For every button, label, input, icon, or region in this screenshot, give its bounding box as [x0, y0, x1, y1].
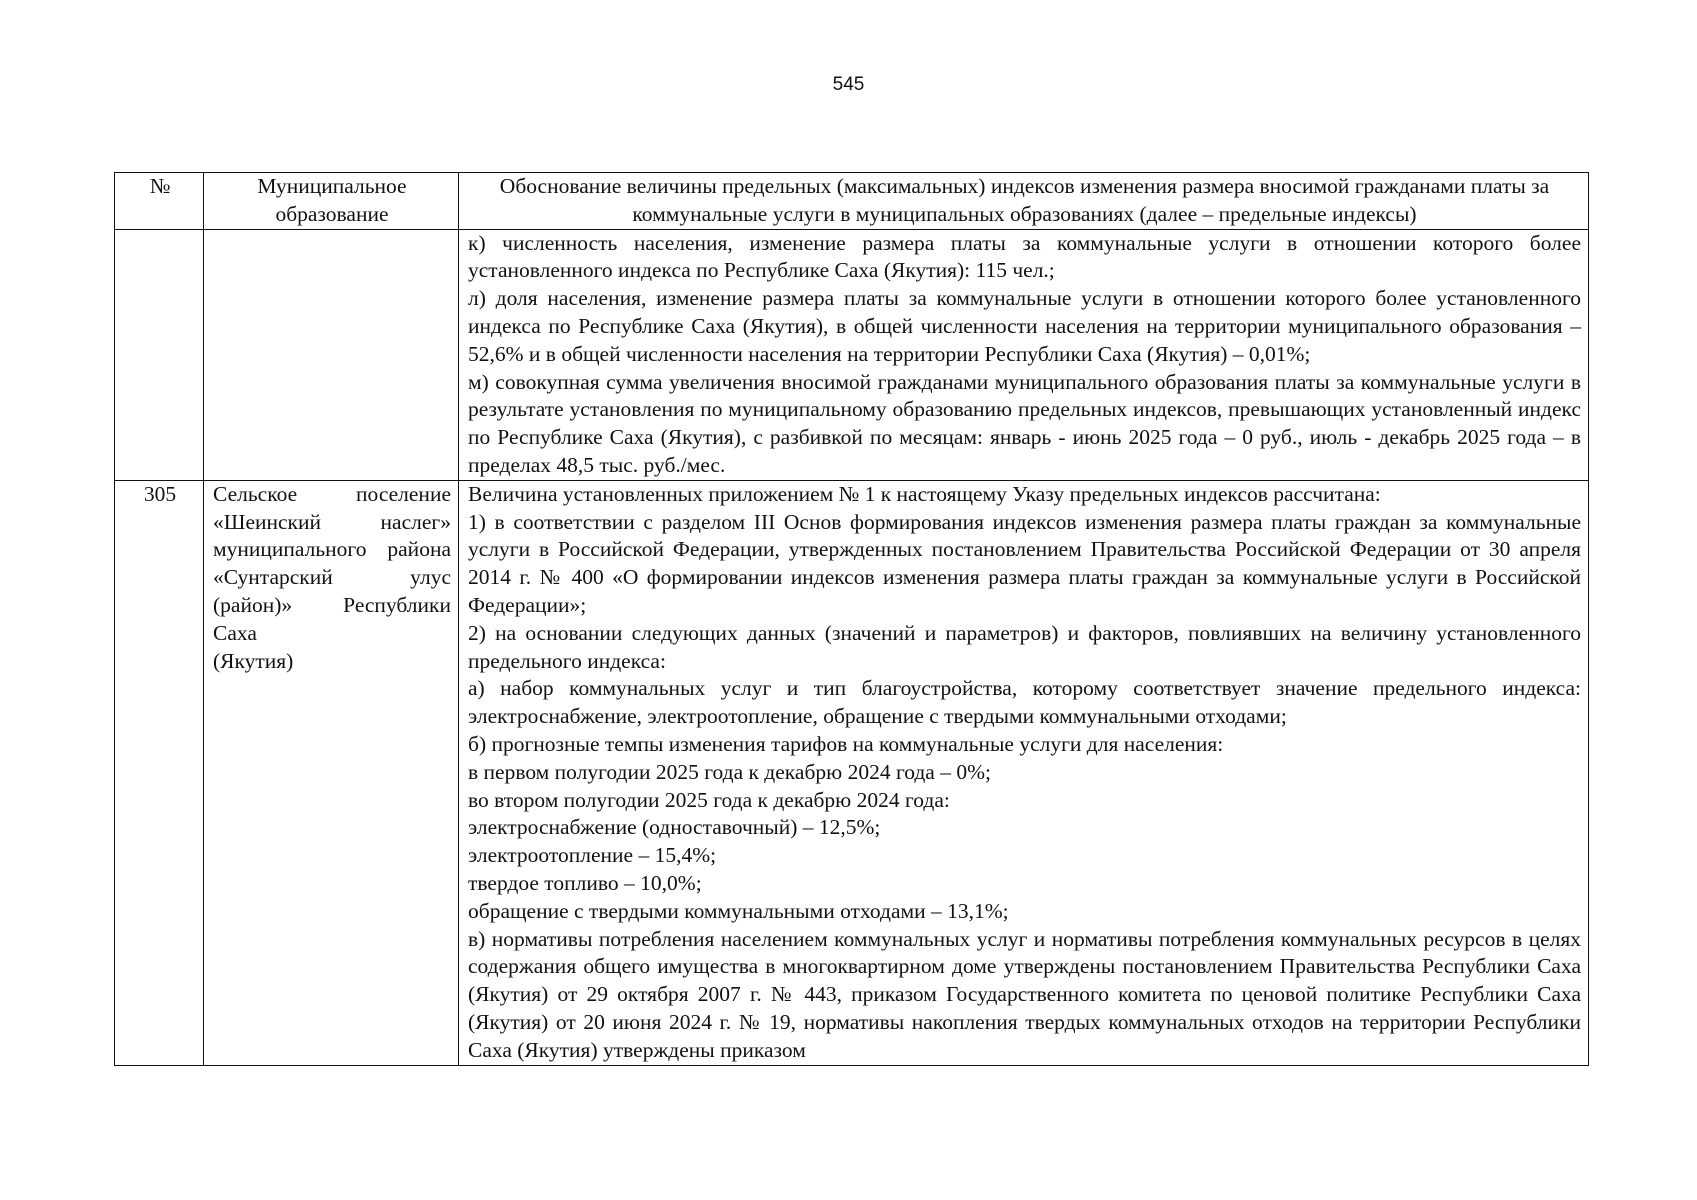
paragraph-b: б) прогнозные темпы изменения тарифов на коммунальные услуги для населения: [468, 731, 1224, 756]
paragraph-intro: Величина установленных приложением № 1 к настоящему Указу предельных индексов рассчитана: [468, 481, 1381, 506]
municipality-cell [204, 480, 459, 1065]
indices-table [114, 172, 1589, 1066]
paragraph-v: в) нормативы потребления населением коммунальных услуг и нормативы потребления коммунальных ресурсов в целях содержания общего имущества в многоквартирном доме утверждены постановлением Правительства Республики Саха (Якутия) от 29 октября 2007 г. № 443, приказом Государственного комитета по ценовой политике Республики Саха (Якутия) от 20 июня 2024 г. № 19, нормативы накопления твердых коммунальных отходов на территории Республики Саха (Якутия) утверждены приказом [468, 926, 1581, 1062]
table-row-continuation [115, 229, 1589, 480]
paragraph-a: а) набор коммунальных услуг и тип благоустройства, которому соответствует значение предельного индекса: электроснабжение, электроотопление, обращение с твердыми коммунальными отходами; [468, 676, 1581, 729]
paragraph-waste: обращение с твердыми коммунальными отходами – 13,1%; [468, 898, 1009, 923]
paragraph-electricity: электроснабжение (одноставочный) – 12,5%; [468, 815, 881, 840]
header-municipality: Муниципальное образование [204, 173, 459, 230]
table-row-305 [115, 480, 1589, 1065]
page-number: 545 [832, 74, 865, 95]
justification-cell [459, 480, 1589, 1065]
paragraph-l: л) доля населения, изменение размера платы за коммунальные услуги в отношении которого более установленного индекса по Республике Саха (Якутия), в общей численности населения на территории муниципального образования – 52,6% и в общей численности населения на территории Республики Саха (Якутия) – 0,01%; [468, 286, 1581, 366]
paragraph-2: 2) на основании следующих данных (значений и параметров) и факторов, повлиявших на величину установленного предельного индекса: [468, 620, 1581, 673]
municipality-name-end: (Якутия) [213, 648, 294, 673]
header-number: № [115, 173, 204, 230]
paragraph-b-first-half: в первом полугодии 2025 года к декабрю 2024 года – 0%; [468, 759, 991, 784]
municipality-name: Сельское поселение «Шеинский наслег» муниципального района «Сунтарский улус (район)» Республики Саха [213, 481, 451, 645]
paragraph-b-second-half: во втором полугодии 2025 года к декабрю 2024 года: [468, 787, 950, 812]
paragraph-k: к) численность населения, изменение размера платы за коммунальные услуги в отношении которого более установленного индекса по Республике Саха (Якутия): 115 чел.; [468, 230, 1581, 283]
row-number-cell: 305 [115, 480, 204, 1065]
justification-cell [459, 229, 1589, 480]
header-justification: Обоснование величины предельных (максимальных) индексов изменения размера вносимой гражданами платы за коммунальные услуги в муниципальных образованиях (далее – предельные индексы) [459, 173, 1589, 230]
paragraph-electric-heating: электроотопление – 15,4%; [468, 843, 717, 868]
paragraph-solid-fuel: твердое топливо – 10,0%; [468, 870, 702, 895]
paragraph-1: 1) в соответствии с разделом III Основ формирования индексов изменения размера платы граждан за коммунальные услуги в Российской Федерации, утвержденных постановлением Правительства Российской Федерации от 30 апреля 2014 г. № 400 «О формировании индексов изменения размера платы граждан за коммунальные услуги в Российской Федерации»; [468, 509, 1581, 617]
row-number-cell [115, 229, 204, 480]
paragraph-m: м) совокупная сумма увеличения вносимой гражданами муниципального образования платы за коммунальные услуги в результате установления по муниципальному образованию предельных индексов, превышающих установленный индекс по Республике Саха (Якутия), с разбивкой по месяцам: январь - июнь 2025 года – 0 руб., июль - декабрь 2025 года – в пределах 48,5 тыс. руб./мес. [468, 369, 1581, 477]
table-header-row [115, 173, 1589, 230]
municipality-cell [204, 229, 459, 480]
